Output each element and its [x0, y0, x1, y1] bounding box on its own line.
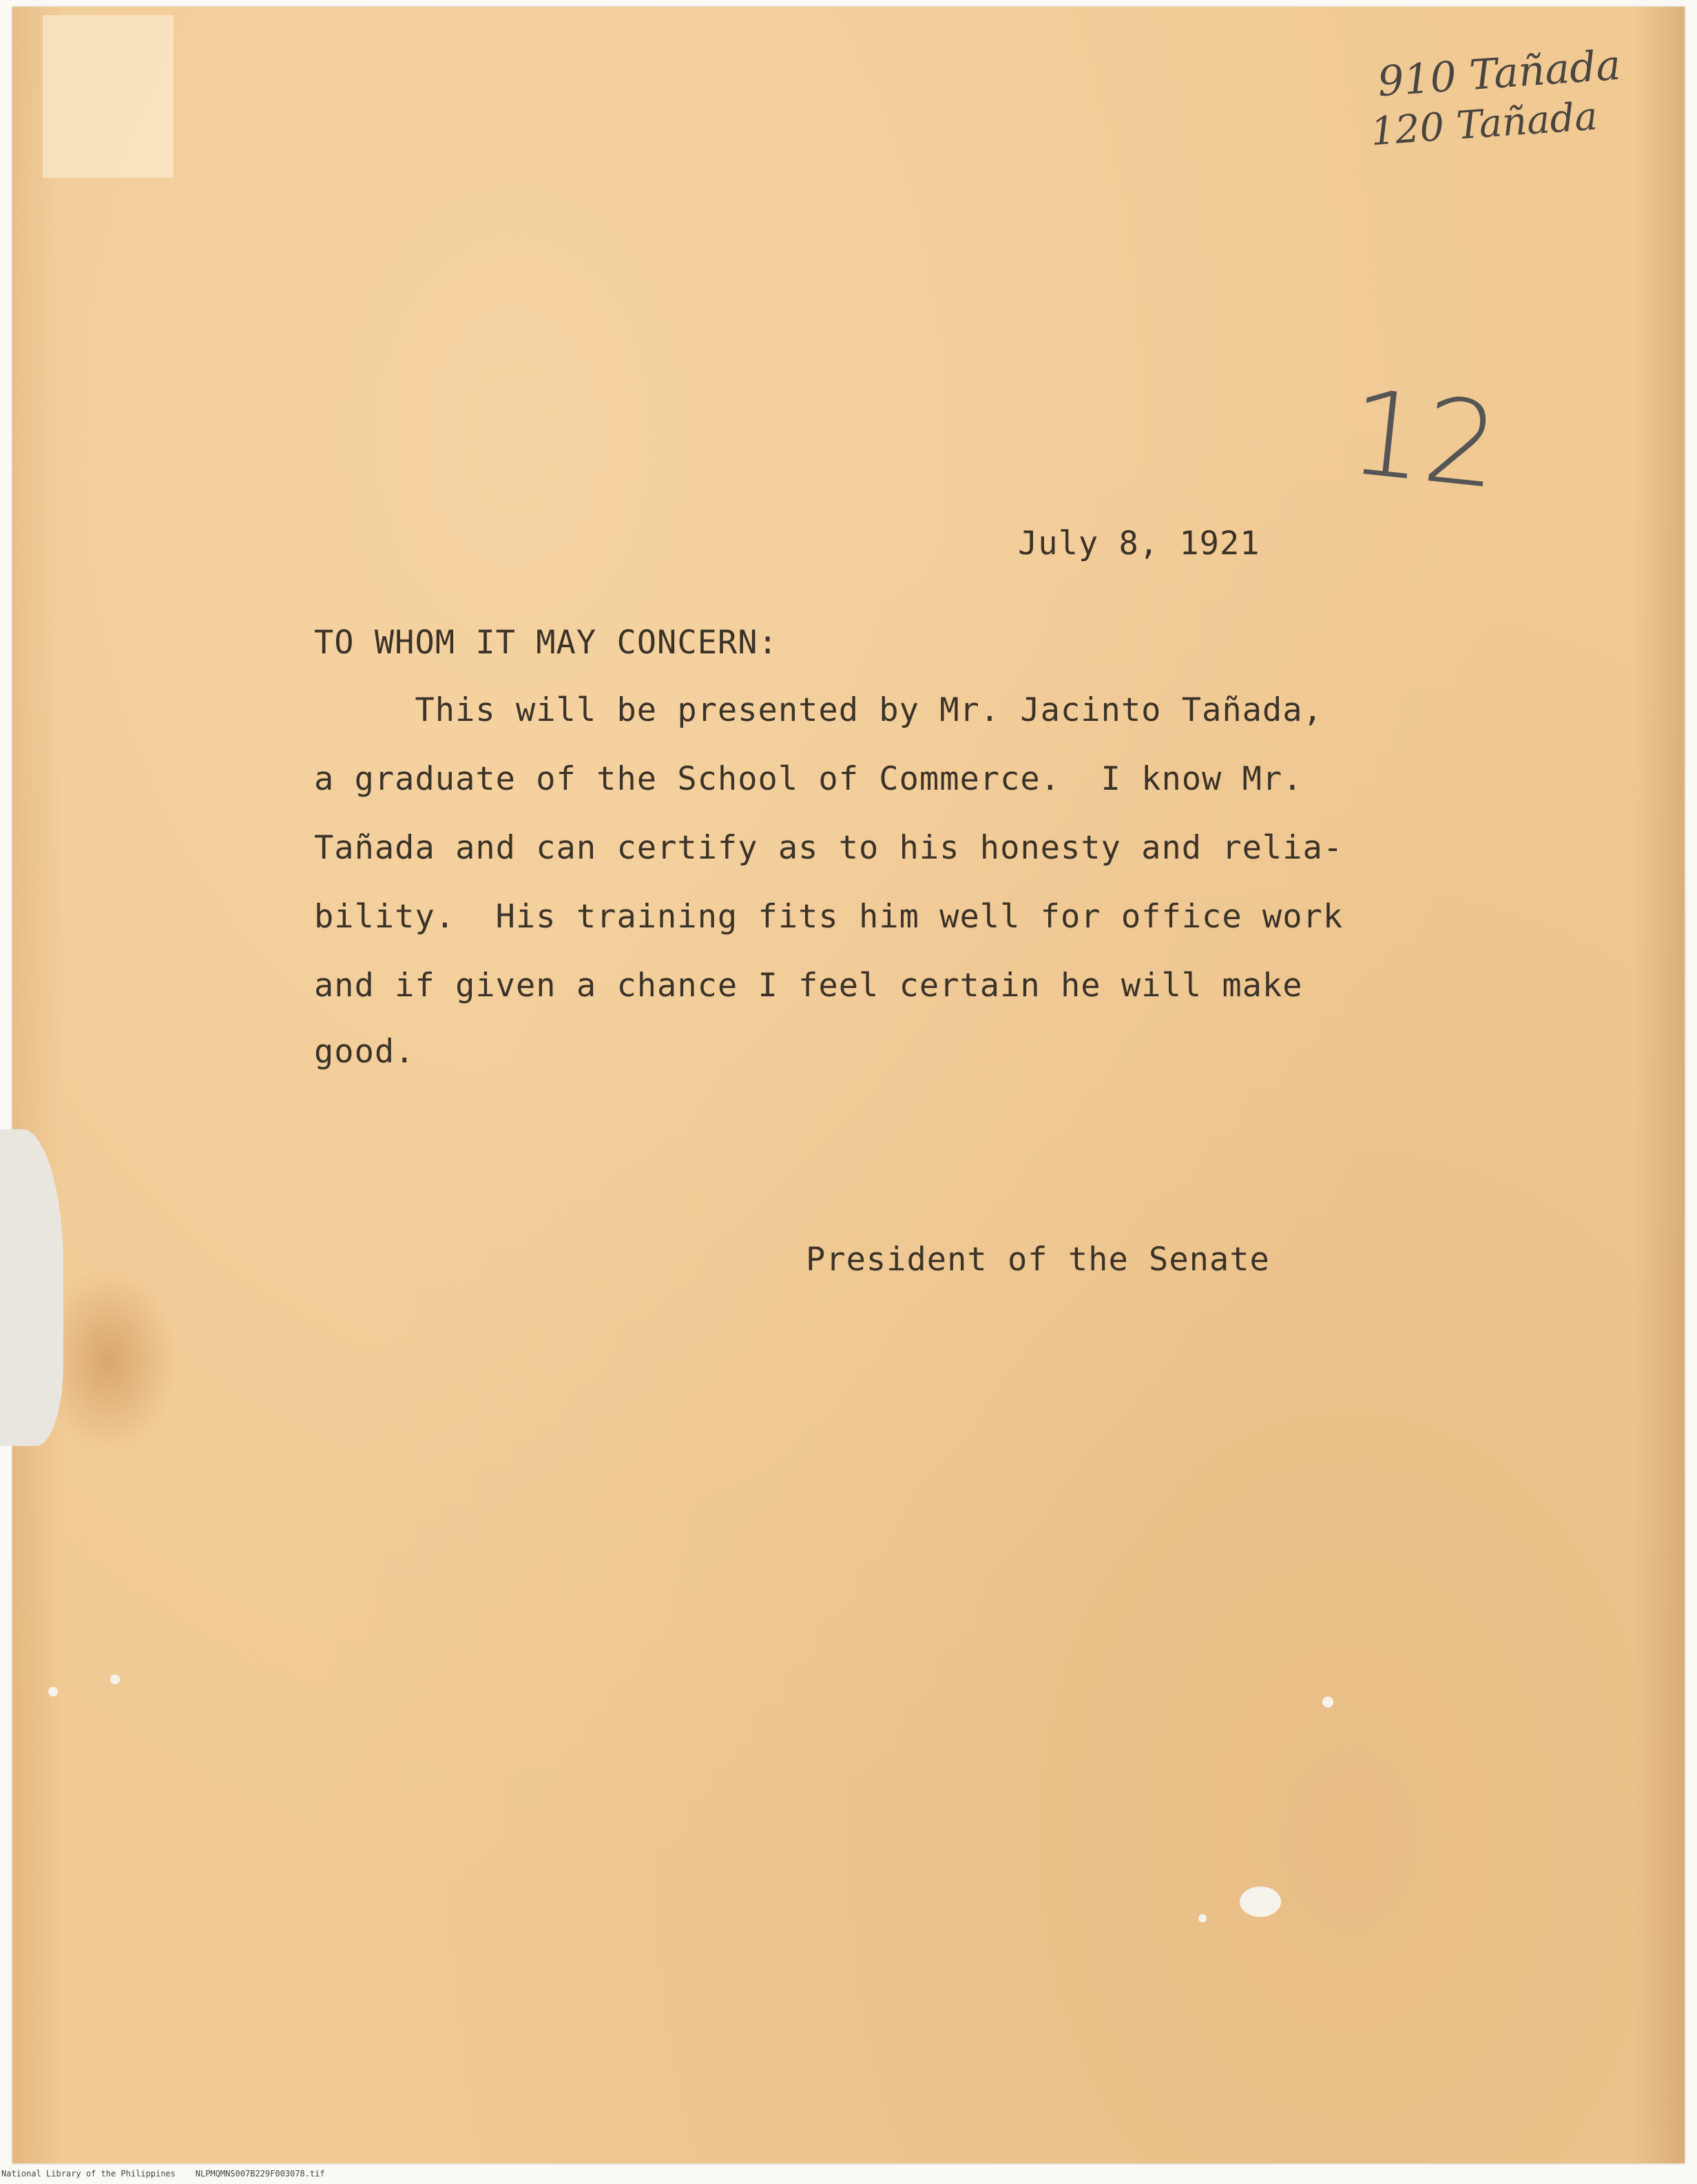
paper-hole — [110, 1674, 120, 1684]
letter-body-line: a graduate of the School of Commerce. I know Mr. — [314, 760, 1303, 798]
letter-body-line: bility. His training fits him well for office work — [314, 898, 1344, 936]
signature-title: President of the Senate — [806, 1241, 1270, 1279]
handwritten-note-1: 910 Tañada — [1375, 41, 1623, 107]
paper-hole — [1240, 1887, 1281, 1917]
paper-hole — [1322, 1697, 1333, 1708]
paper-hole — [1198, 1914, 1207, 1922]
letter-body-line: good. — [314, 1033, 415, 1071]
letter-paper — [12, 7, 1685, 2163]
letter-salutation: TO WHOM IT MAY CONCERN: — [314, 624, 778, 662]
letter-body-line: and if given a chance I feel certain he will make — [314, 967, 1303, 1005]
handwritten-note-2: 120 Tañada — [1369, 94, 1599, 155]
paper-hole — [48, 1687, 58, 1697]
tape-residue — [43, 15, 174, 178]
archive-footer: National Library of the Philippines NLPMQMNS007B229F003078.tif — [1, 2169, 325, 2178]
letter-body-line: This will be presented by Mr. Jacinto Tañada, — [314, 691, 1323, 729]
handwritten-page-number: 12 — [1343, 364, 1506, 516]
letter-date: July 8, 1921 — [1018, 525, 1260, 563]
letter-body-line: Tañada and can certify as to his honesty and relia- — [314, 829, 1344, 867]
